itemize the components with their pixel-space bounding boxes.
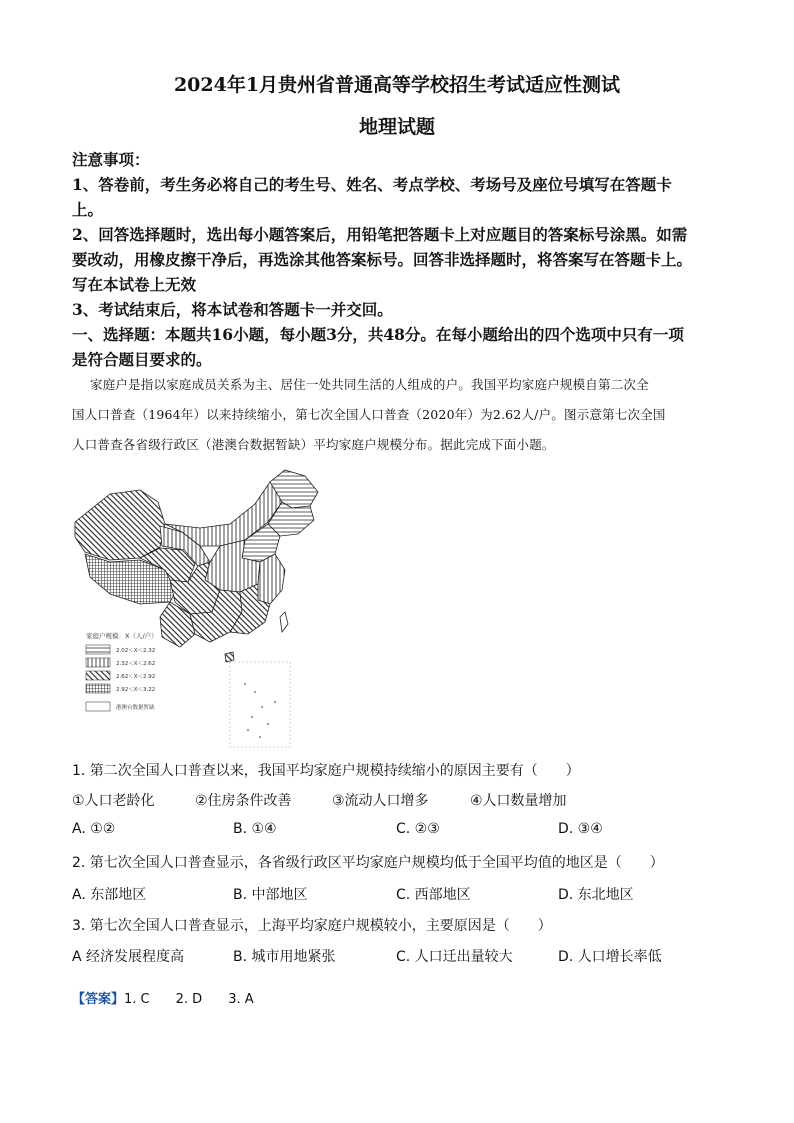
section-heading: 是符合题目要求的。 (72, 350, 212, 369)
region-hainan (225, 652, 234, 662)
note-line: 写在本试卷上无效 (72, 275, 197, 294)
legend-title: 家庭户规模：X（人/户） (86, 632, 158, 640)
answer-item: 2. D (175, 992, 203, 1007)
option: D. 人口增长率低 (558, 949, 662, 965)
option: C. ②③ (396, 821, 440, 837)
option: C. 西部地区 (396, 887, 471, 903)
option: B. 中部地区 (233, 887, 308, 903)
statement-item: ①人口老龄化 (72, 793, 155, 809)
region-east-coast (258, 554, 285, 604)
question-stem: 2. 第七次全国人口普查显示，各省级行政区平均家庭户规模均低于全国平均值的地区是（ ） (72, 855, 664, 871)
option: B. ①④ (233, 821, 277, 837)
exam-title: 2024年1月贵州省普通高等学校招生考试适应性测试 (173, 74, 621, 96)
statement-item: ④人口数量增加 (470, 793, 567, 809)
option: D. 东北地区 (558, 887, 634, 903)
note-line: 要改动，用橡皮擦干净后，再选涂其他答案标号。回答非选择题时，将答案写在答题卡上。 (72, 250, 693, 269)
china-household-size-map (70, 462, 330, 752)
legend-label: 2.62＜X＜2.92 (116, 674, 156, 680)
statement-item: ③流动人口增多 (332, 793, 429, 809)
option: B. 城市用地紧张 (233, 949, 336, 965)
option: A 经济发展程度高 (72, 949, 185, 965)
answer-item: 3. A (228, 992, 254, 1007)
section-heading: 一、选择题：本题共16小题，每小题3分，共48分。在每小题给出的四个选项中只有一项 (72, 325, 684, 344)
note-line: 2、回答选择题时，选出每小题答案后，用铅笔把答题卡上对应题目的答案标号涂黑。如需 (72, 225, 688, 244)
note-line: 3、考试结束后，将本试卷和答题卡一并交回。 (72, 300, 393, 319)
south-sea-islands (244, 683, 276, 738)
exam-subtitle: 地理试题 (358, 116, 435, 138)
legend-label: 2.02＜X＜2.32 (116, 648, 156, 654)
intro-line: 家庭户是指以家庭成员关系为主、居住一处共同生活的人组成的户。我国平均家庭户规模自第二次全 (90, 377, 649, 392)
option: A. 东部地区 (72, 887, 147, 903)
legend-swatch (86, 645, 110, 654)
question-stem: 1. 第二次全国人口普查以来，我国平均家庭户规模持续缩小的原因主要有（ ） (72, 763, 580, 779)
answer-row (72, 988, 254, 1007)
legend-swatch (86, 671, 110, 680)
note-line: 1、答卷前，考生务必将自己的考生号、姓名、考点学校、考场号及座位号填写在答题卡 (72, 175, 672, 194)
option: C. 人口迁出量较大 (396, 949, 513, 965)
legend-swatch (86, 684, 110, 693)
legend-label: 2.32＜X＜2.62 (116, 661, 156, 667)
legend-label: 港澳台数据暂缺 (116, 705, 155, 711)
intro-line: 人口普查各省级行政区（港澳台数据暂缺）平均家庭户规模分布。据此完成下面小题。 (72, 437, 555, 452)
region-taiwan (280, 612, 288, 632)
south-sea-inset (230, 662, 290, 747)
note-line: 上。 (72, 200, 104, 219)
statement-item: ②住房条件改善 (195, 793, 292, 809)
legend-swatch (86, 702, 110, 711)
answer-item: 1. C (124, 992, 150, 1007)
option: D. ③④ (558, 821, 603, 837)
question-stem: 3. 第七次全国人口普查显示，上海平均家庭户规模较小，主要原因是（ ） (72, 918, 552, 934)
legend-swatch (86, 658, 110, 667)
option: A. ①② (72, 821, 116, 837)
intro-line: 国人口普查（1964年）以来持续缩小，第七次全国人口普查（2020年）为2.62人/户。图示意第七次全国 (72, 407, 666, 422)
answer-label: 【答案】 (72, 992, 125, 1007)
legend-label: 2.92＜X＜3.22 (116, 687, 156, 693)
notes-heading: 注意事项： (72, 150, 150, 169)
region-xinjiang (75, 490, 165, 560)
